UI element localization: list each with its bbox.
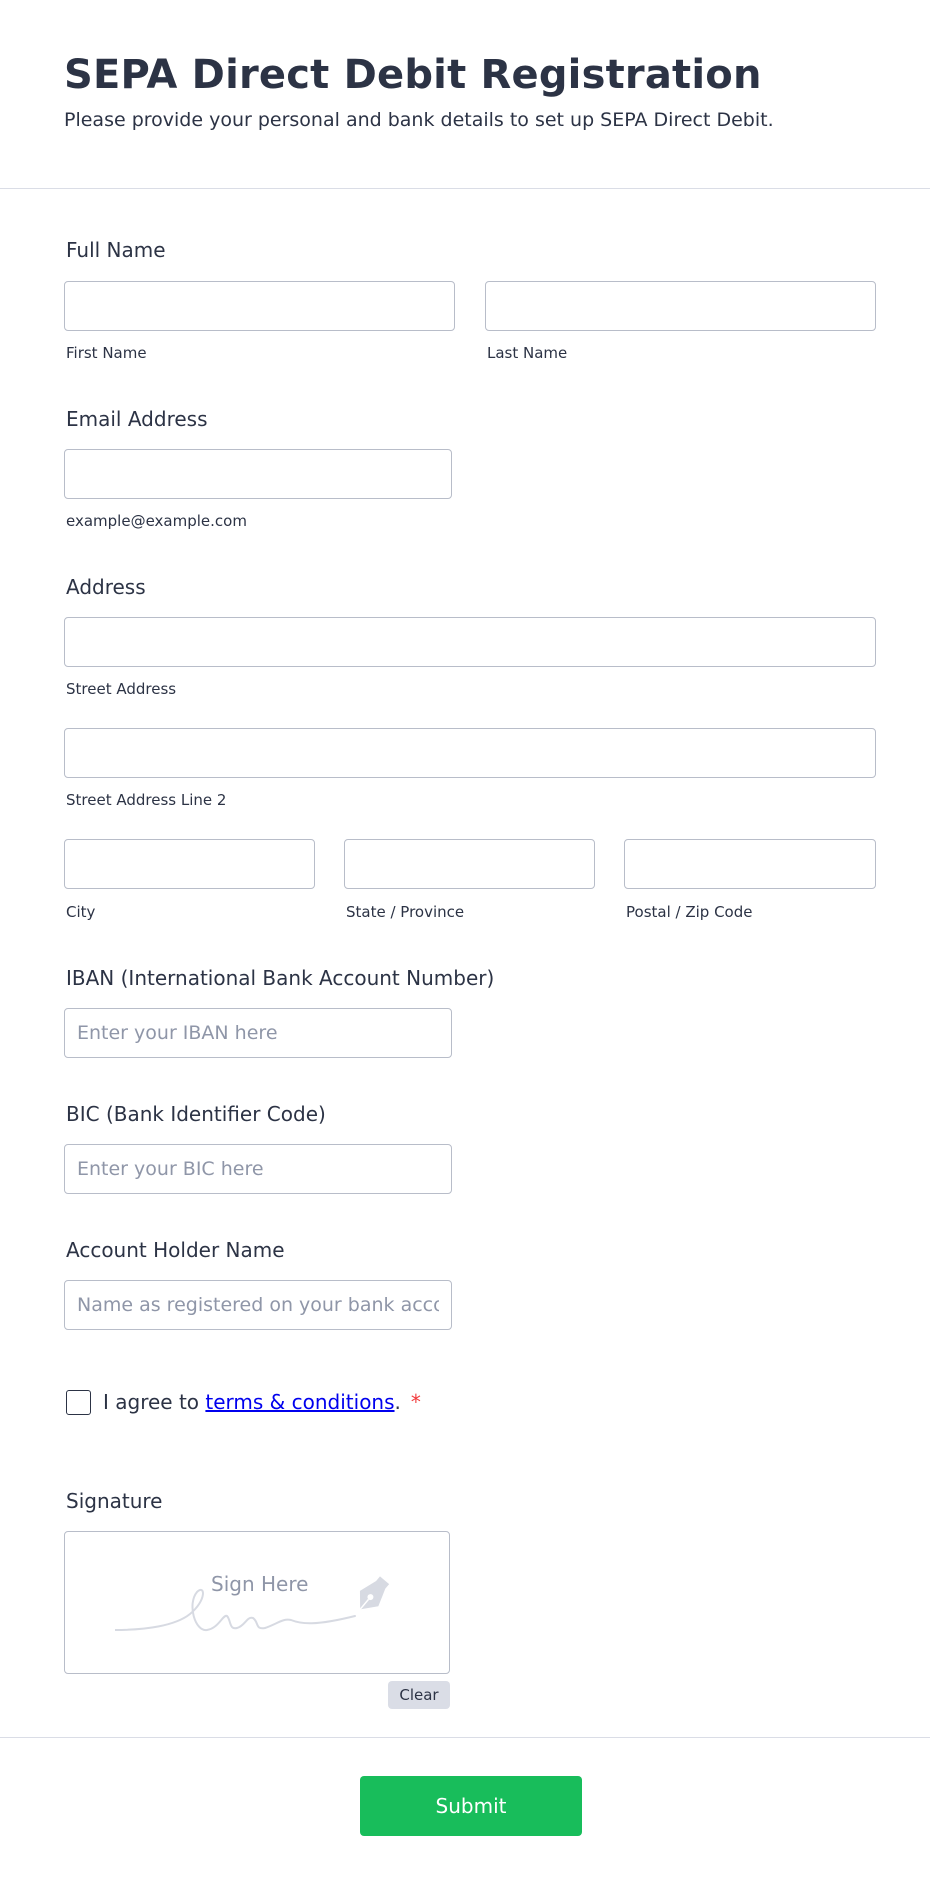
- first-name-input[interactable]: [64, 281, 455, 331]
- postal-zip-sublabel: Postal / Zip Code: [626, 903, 753, 921]
- city-sublabel: City: [66, 903, 96, 921]
- required-asterisk: *: [410, 1390, 421, 1414]
- full-name-label: Full Name: [66, 238, 166, 262]
- form-header: [0, 0, 930, 189]
- email-sublabel: example@example.com: [66, 512, 247, 530]
- submit-button[interactable]: Submit: [360, 1776, 582, 1836]
- iban-input[interactable]: [64, 1008, 452, 1058]
- state-province-sublabel: State / Province: [346, 903, 465, 921]
- form-title: SEPA Direct Debit Registration: [64, 52, 762, 98]
- account-holder-input[interactable]: [64, 1280, 452, 1330]
- terms-row: [66, 1388, 421, 1416]
- clear-signature-button[interactable]: Clear: [388, 1681, 450, 1709]
- terms-prefix: I agree to: [103, 1390, 206, 1414]
- terms-checkbox[interactable]: [66, 1390, 91, 1415]
- state-province-input[interactable]: [344, 839, 595, 889]
- terms-text: [103, 1390, 401, 1414]
- street-address-line2-input[interactable]: [64, 728, 876, 778]
- first-name-sublabel: First Name: [66, 344, 147, 362]
- bic-label: BIC (Bank Identifier Code): [66, 1102, 326, 1126]
- form-subtitle: Please provide your personal and bank details to set up SEPA Direct Debit.: [64, 109, 774, 131]
- signature-pad[interactable]: [64, 1531, 450, 1674]
- street-address-input[interactable]: [64, 617, 876, 667]
- email-input[interactable]: [64, 449, 452, 499]
- iban-label: IBAN (International Bank Account Number): [66, 966, 495, 990]
- last-name-input[interactable]: [485, 281, 876, 331]
- last-name-sublabel: Last Name: [487, 344, 568, 362]
- footer-divider: [0, 1737, 930, 1738]
- signature-label: Signature: [66, 1489, 163, 1513]
- terms-suffix: .: [394, 1390, 401, 1414]
- account-holder-label: Account Holder Name: [66, 1238, 285, 1262]
- email-label: Email Address: [66, 407, 208, 431]
- signature-placeholder: Sign Here: [211, 1572, 309, 1596]
- bic-input[interactable]: [64, 1144, 452, 1194]
- street-address-sublabel: Street Address: [66, 680, 177, 698]
- terms-link[interactable]: terms & conditions: [205, 1390, 395, 1414]
- address-label: Address: [66, 575, 146, 599]
- pen-nib-icon: [351, 1572, 395, 1616]
- street-address-line2-sublabel: Street Address Line 2: [66, 791, 227, 809]
- city-input[interactable]: [64, 839, 315, 889]
- postal-zip-input[interactable]: [624, 839, 876, 889]
